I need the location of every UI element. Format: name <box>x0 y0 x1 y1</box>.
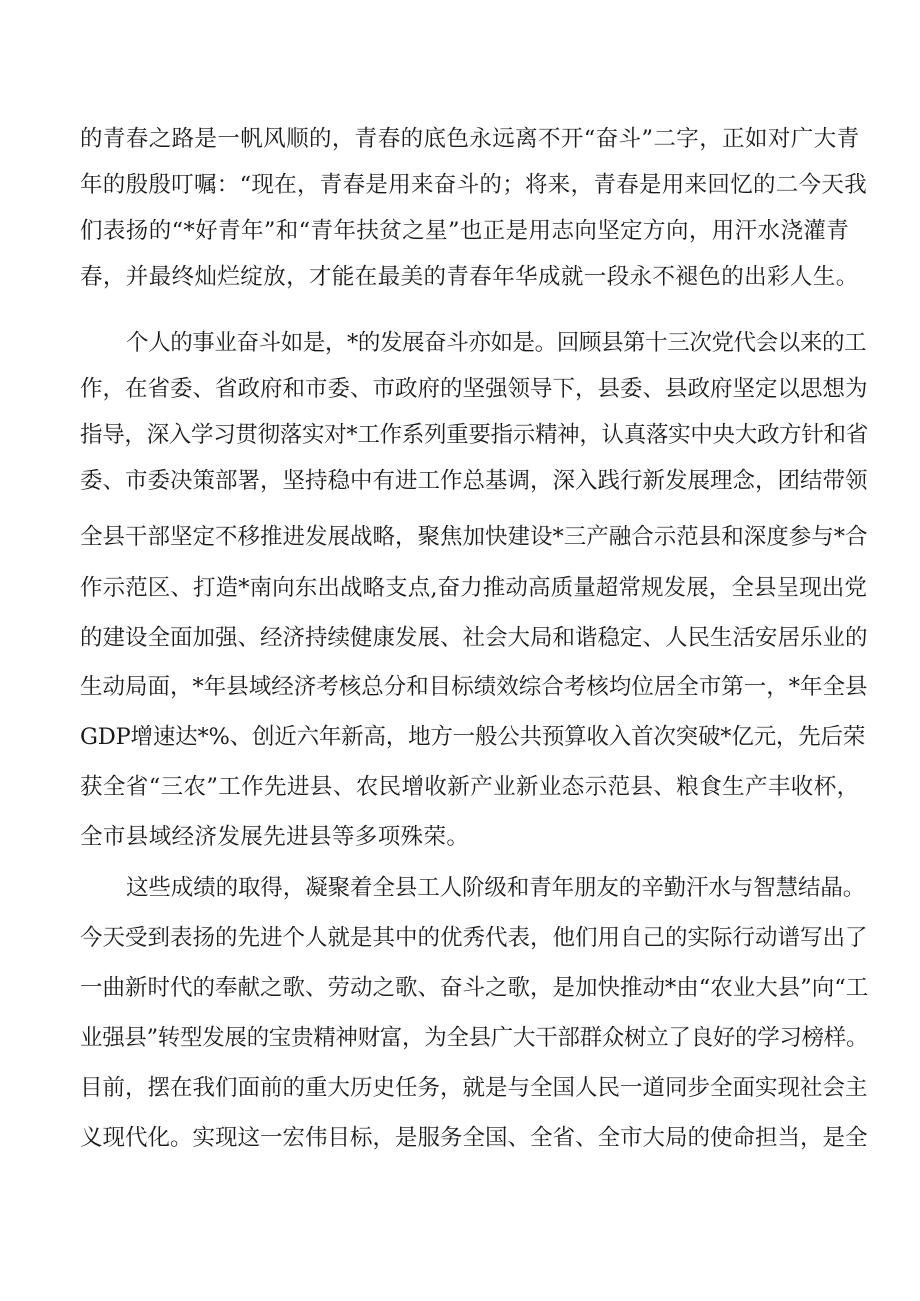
text-line: GDP增速达*%、创近六年新高，地方一般公共预算收入首次突破*亿元，先后荣 <box>80 724 866 750</box>
text-line: 业强县”转型发展的宝贵精神财富，为全县广大干部群众树立了良好的学习榜样。 <box>80 1025 869 1051</box>
text-line: 作示范区、打造*南向东出战略支点,奋力推动高质量超常规发展，全县呈现出党 <box>80 575 868 601</box>
text-line: 全市县域经济发展先进县等多项殊荣。 <box>80 824 470 850</box>
text-line: 义现代化。实现这一宏伟目标，是服务全国、全省、全市大局的使命担当，是全 <box>80 1125 868 1151</box>
text-line: 一曲新时代的奉献之歌、劳动之歌、奋斗之歌，是加快推动*由“农业大县”向“工 <box>80 975 869 1001</box>
text-line: 年的殷殷叮嘱：“现在，青春是用来奋斗的；将来，青春是用来回忆的二今天我 <box>80 172 868 198</box>
text-line: 目前，摆在我们面前的重大历史任务，就是与全国人民一道同步全面实现社会主 <box>80 1075 868 1101</box>
text-line: 们表扬的“*好青年”和“青年扶贫之星”也正是用志向坚定方向，用汗水浇灌青 <box>80 218 850 244</box>
text-line: 生动局面，*年县域经济考核总分和目标绩效综合考核均位居全市第一，*年全县 <box>80 674 868 700</box>
text-line: 今天受到表扬的先进个人就是其中的优秀代表，他们用自己的实际行动谱写出了 <box>80 925 868 951</box>
text-line: 全县干部坚定不移推进发展战略，聚焦加快建设*三产融合示范县和深度参与*合 <box>80 524 868 550</box>
text-line: 春，并最终灿烂绽放，才能在最美的青春年华成就一段永不褪色的出彩人生。 <box>80 264 859 290</box>
text-line: 的青春之路是一帆风顺的，青春的底色永远离不开“奋斗”二字，正如对广大青 <box>80 126 860 152</box>
text-line: 个人的事业奋斗如是，*的发展奋斗亦如是。回顾县第十三次党代会以来的工 <box>126 330 867 356</box>
text-line: 委、市委决策部署，坚持稳中有进工作总基调，深入践行新发展理念，团结带领 <box>80 468 868 494</box>
text-line: 作，在省委、省政府和市委、市政府的坚强领导下，县委、县政府坚定以思想为 <box>80 376 868 402</box>
text-line: 指导，深入学习贯彻落实对*工作系列重要指示精神，认真落实中央大政方针和省 <box>80 422 868 448</box>
text-line: 获全省“三农”工作先进县、农民增收新产业新业态示范县、粮食生产丰收杯， <box>80 774 860 800</box>
text-line: 这些成绩的取得，凝聚着全县工人阶级和青年朋友的辛勤汗水与智慧结晶。 <box>126 875 866 901</box>
text-line: 的建设全面加强、经济持续健康发展、社会大局和谐稳定、人民生活安居乐业的 <box>80 625 868 651</box>
